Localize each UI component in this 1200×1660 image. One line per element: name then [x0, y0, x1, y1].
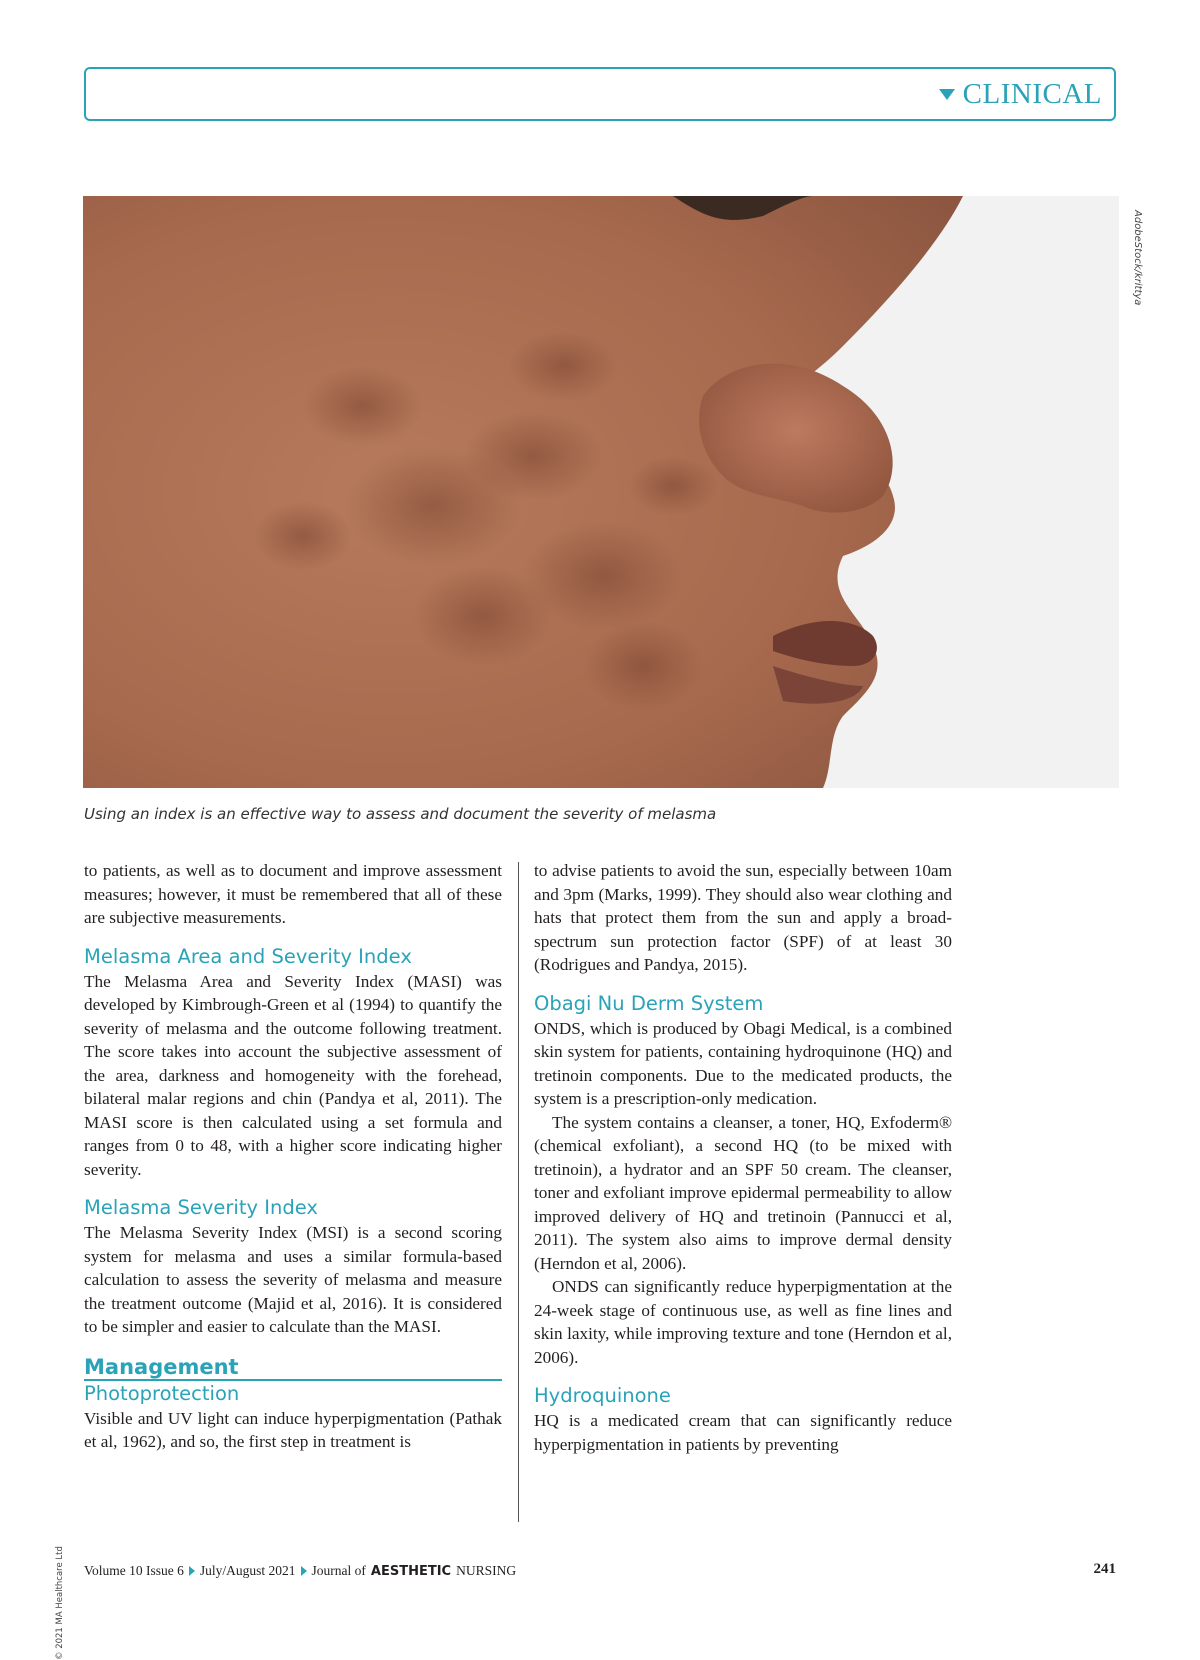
obagi-paragraph-3: ONDS can significantly reduce hyperpigmentation at the 24-week stage of continuous use, as well as fine lines and skin laxity, while improving texture and tone (Herndon et al, 2006).: [534, 1277, 952, 1367]
right-column: [534, 859, 952, 1456]
obagi-paragraph-2: The system contains a cleanser, a toner, HQ, Exfoderm® (chemical exfoliant), a second HQ (to be mixed with tretinoin), a hydrator and an SPF 50 cream. The cleanser, toner and exfoliant improve epidermal permeability to allow improved delivery of HQ and tretinoin (Pannucci et al, 2011). The system also aims to improve dermal density (Herndon et al, 2006).: [534, 1112, 952, 1273]
page-footer: [84, 1563, 516, 1579]
photo-credit-text: AdobeStock/krittya: [1132, 210, 1143, 306]
photoprotection-continued: to advise patients to avoid the sun, especially between 10am and 3pm (Marks, 1999). They should also wear clothing and hats that protect them from the sun and apply a broad-spectrum sun protection factor (SPF) of at least 30 (Rodrigues and Pandya, 2015).: [534, 861, 952, 974]
photoprotection-heading: Photoprotection: [84, 1381, 240, 1405]
column-divider: [518, 862, 519, 1522]
section-label: CLINICAL: [962, 77, 1102, 110]
triangle-right-icon: [189, 1566, 195, 1576]
hydroquinone-heading: Hydroquinone: [534, 1384, 671, 1407]
footer-volume: Volume 10 Issue 6: [84, 1563, 184, 1578]
msi-heading: Melasma Severity Index: [84, 1196, 318, 1219]
hydroquinone-paragraph: HQ is a medicated cream that can significantly reduce hyperpigmentation in patients by preventing: [534, 1411, 952, 1454]
left-column: [84, 859, 502, 1454]
footer-date: July/August 2021: [199, 1563, 296, 1578]
triangle-down-icon: [939, 89, 955, 100]
intro-paragraph: to patients, as well as to document and improve assessment measures; however, it must be remembered that all of these are subjective measurements.: [84, 861, 502, 927]
msi-paragraph: The Melasma Severity Index (MSI) is a second scoring system for melasma and uses a similar formula-based calculation to assess the severity of melasma and measure the treatment outcome (Majid et al, 2016). It is considered to be simpler and easier to calculate than the MASI.: [84, 1223, 502, 1336]
page-number: 241: [1093, 1561, 1116, 1577]
management-heading: Management: [84, 1355, 502, 1381]
obagi-heading: Obagi Nu Derm System: [534, 991, 764, 1015]
photoprotection-paragraph: Visible and UV light can induce hyperpigmentation (Pathak et al, 1962), and so, the first step in treatment is: [84, 1408, 502, 1451]
copyright-notice: [55, 1410, 69, 1660]
masi-paragraph: The Melasma Area and Severity Index (MASI) was developed by Kimbrough-Green et al (1994) to quantify the severity of melasma and the outcome following treatment. The score takes into account the subjective assessment of the area, darkness and homogeneity with the forehead, bilateral malar regions and chin (Pandya et al, 2011). The MASI score is then calculated using a set formula and ranges from 0 to 48, with a higher score indicating higher severity.: [84, 971, 502, 1179]
masi-heading: Melasma Area and Severity Index: [84, 944, 412, 968]
photo-credit: [1130, 210, 1146, 330]
figure-caption: Using an index is an effective way to assess and document the severity of melasma: [84, 805, 717, 823]
copyright-text: © 2021 MA Healthcare Ltd: [55, 1546, 65, 1660]
footer-journal-brand: AESTHETIC: [370, 1563, 452, 1579]
obagi-paragraph-1: ONDS, which is produced by Obagi Medical, is a combined skin system for patients, containing hydroquinone (HQ) and tretinoin components. Due to the medicated products, the system is a prescription-only medication.: [534, 1018, 952, 1108]
section-tag: [939, 76, 1102, 112]
footer-journal-suffix: NURSING: [456, 1563, 517, 1578]
melasma-photo: [83, 196, 1119, 788]
section-header-box: [84, 67, 1116, 121]
triangle-right-icon: [301, 1566, 307, 1576]
footer-journal-prefix: Journal of: [311, 1563, 366, 1578]
